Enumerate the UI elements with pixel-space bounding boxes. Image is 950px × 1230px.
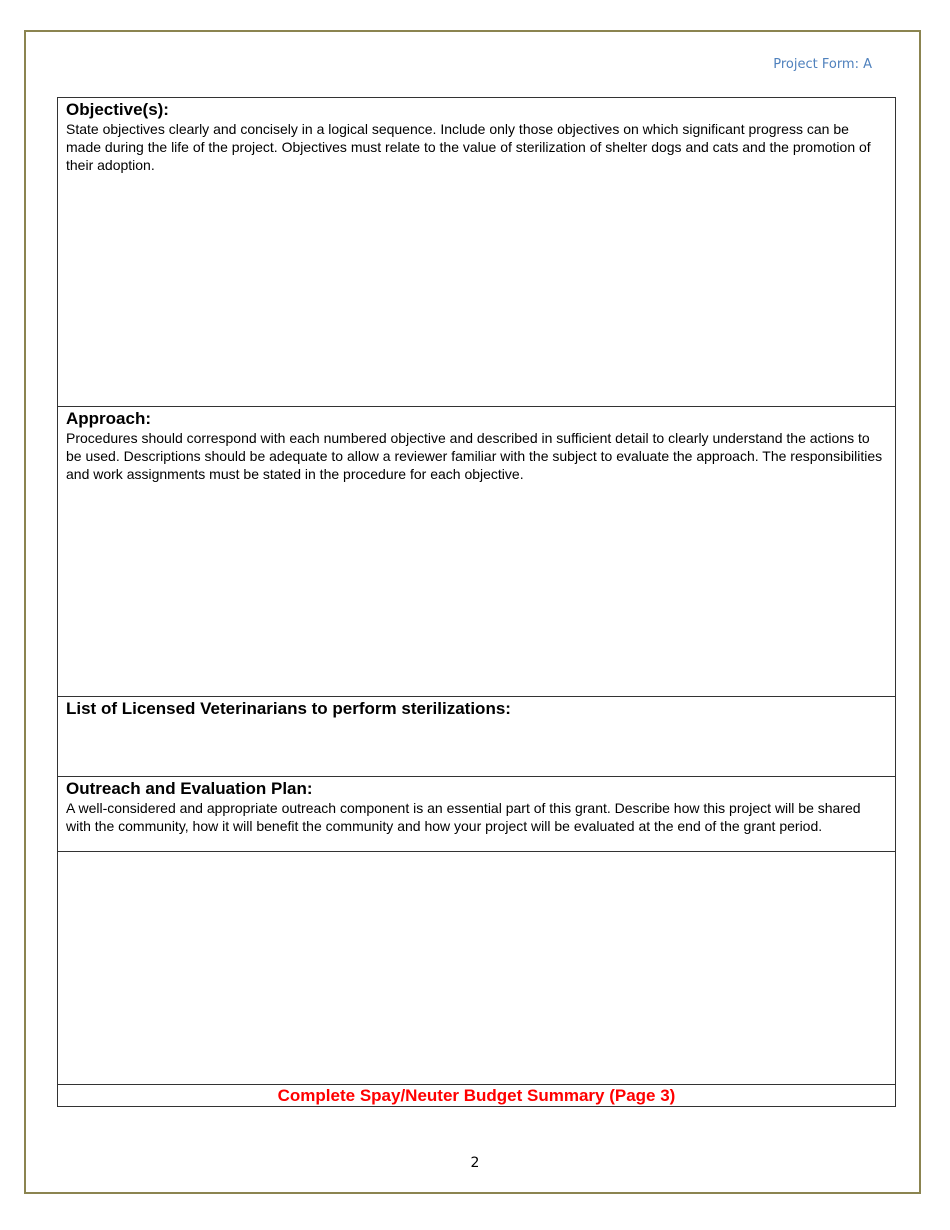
page-number: 2 xyxy=(470,1155,480,1171)
veterinarians-title: List of Licensed Veterinarians to perform sterilizations: xyxy=(66,699,511,718)
form-table xyxy=(57,97,896,1107)
outreach-section xyxy=(58,777,895,852)
approach-title: Approach: xyxy=(66,409,151,428)
objectives-title: Objective(s): xyxy=(66,100,169,119)
objectives-section[interactable] xyxy=(58,98,895,407)
objectives-instructions: State objectives clearly and concisely in a logical sequence. Include only those objectives on which significant progress can be made during the life of the project. Objectives must relate to the value of sterilization of shelter dogs and cats and the promotion of their adoption. xyxy=(66,121,871,173)
approach-instructions: Procedures should correspond with each numbered objective and described in sufficient detail to clearly understand the actions to be used. Descriptions should be adequate to allow a reviewer familiar with the subject to evaluate the approach. The responsibilities and work assignments must be stated in the procedure for each objective. xyxy=(66,430,883,482)
budget-summary-note: Complete Spay/Neuter Budget Summary (Page 3) xyxy=(277,1086,676,1105)
outreach-instructions: A well-considered and appropriate outreach component is an essential part of this grant. Describe how this project will be shared with the community, how it will benefit the community and how your project will be evaluated at the end of the grant period. xyxy=(66,800,861,834)
outreach-title: Outreach and Evaluation Plan: xyxy=(66,779,313,798)
outreach-response-area[interactable] xyxy=(58,852,895,1085)
project-form-label: Project Form: A xyxy=(773,57,872,72)
veterinarians-section[interactable] xyxy=(58,697,895,777)
approach-section[interactable] xyxy=(58,407,895,697)
